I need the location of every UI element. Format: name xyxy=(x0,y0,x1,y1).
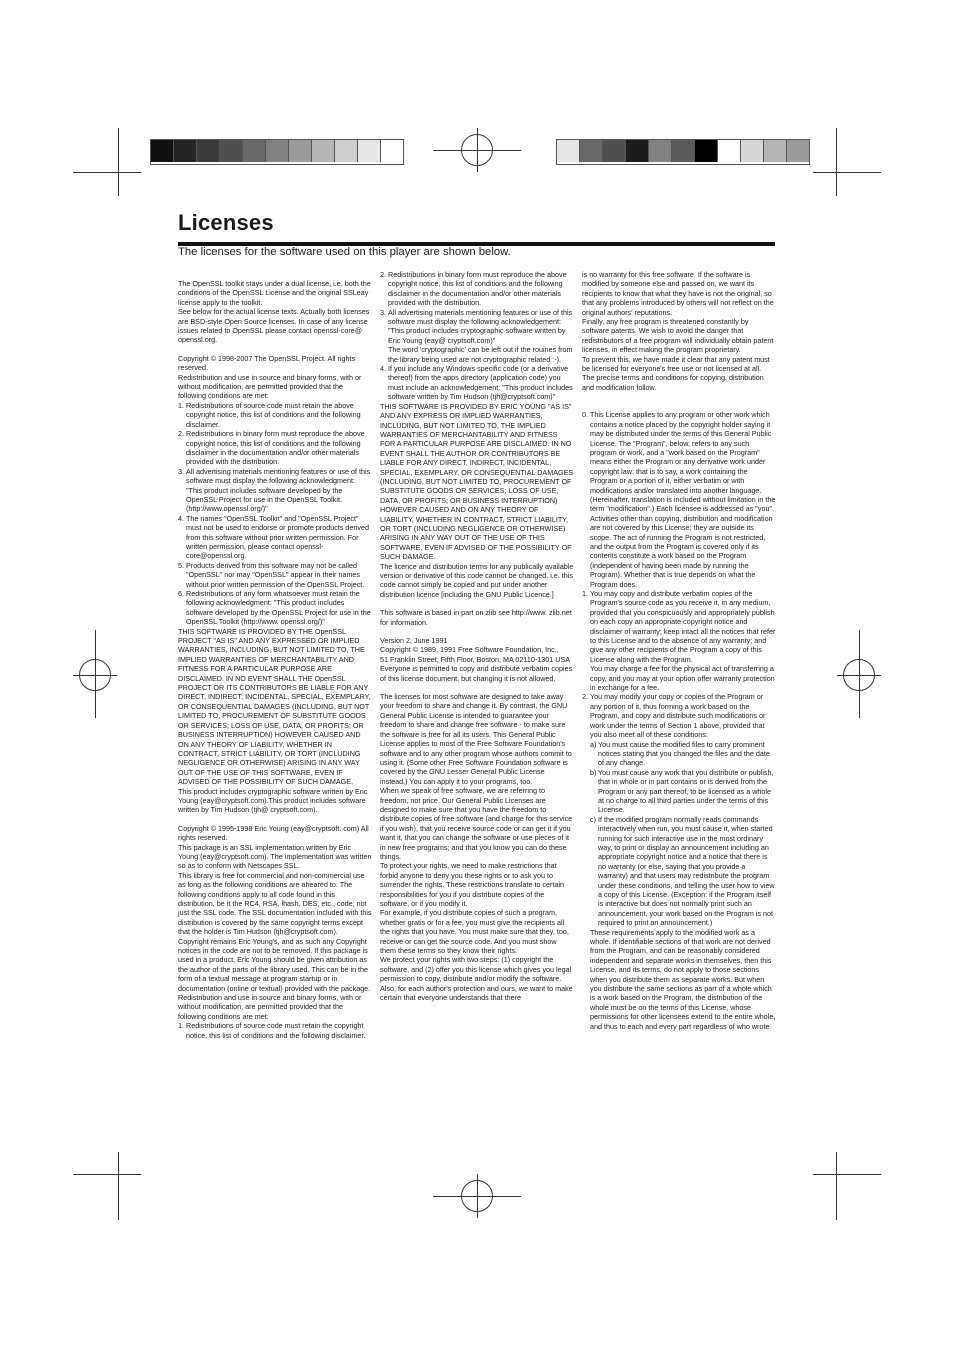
registration-mark xyxy=(79,659,111,691)
paragraph: The licenses for most software are designed to take away your freedom to share and change it. By contrast, the GNU General Public License is intended to guarantee your freedom to share and change free software - to make sure the software is free for all its users. This General Public License applies to most of the Free Software Foundation's software and to any other program whose authors commit to using it. (Some other Free Software Foundation software is covered by the GNU Lesser General Public License instead.) You can apply it to your programs, too. xyxy=(380,692,572,786)
paragraph: Version 2, June 1991 xyxy=(380,636,448,646)
paragraph: This product includes cryptographic software written by Eric Young (eay@cryptsoft.com).This product includes software written by Tim Hudson (tjh@ cryptsoft.com). xyxy=(178,786,368,815)
paragraph: Copyright remains Eric Young's, and as such any Copyright notices in the code are not to be removed. If this package is used in a product, Eric Young should be given attribution as the author of the parts of the library used. This can be in the form of a textual message at program startup or in documentation (online or textual) provided with the package. xyxy=(178,936,371,993)
list-item xyxy=(178,467,372,514)
sub-list-item xyxy=(582,740,776,768)
list-item xyxy=(380,270,574,308)
color-swatch xyxy=(174,140,197,162)
paragraph: is no warranty for this free software. If the software is modified by someone else and passed on, we want its recipients to know that what they have is not the original, so that any problems introduced by others will not reflect on the original authors' reputations. xyxy=(582,270,774,317)
list-item xyxy=(178,401,372,429)
paragraph: This library is free for commercial and non-commercial use as long as the following conditions are aheared to. The following conditions apply to all code found in this distribution, be it the RC4, RSA, lhash, DES, etc., code; not just the SSL code. The SSL documentation included with this distribution is covered by the same copyright terms except that the holder is Tim Hudson (tjh@cryptsoft.com). xyxy=(178,870,372,937)
list-text: You may copy and distribute verbatim copies of the Program's source code as you receive it, in any medium, provided that you conspicuously and appropriately publish on each copy an appropriate copyright notice and disclaimer of warranty; keep intact all the notices that refer to this License and to the absence of any warranty; and give any other recipients of the Program a copy of this License along with the Program. xyxy=(590,589,776,664)
list-text: All advertising materials mentioning features or use of this software must display the following acknowledgment: "This product includes software developed by the OpenSSL Project for use in the OpenSSL Toolkit. (http://www.openssl.org/)" xyxy=(186,466,371,514)
paragraph: We protect your rights with two steps: (1) copyright the software, and (2) offer you this license which gives you legal permission to copy, distribute and/or modify the software. xyxy=(380,955,572,984)
list-number xyxy=(582,514,590,589)
color-bar-right xyxy=(556,139,810,165)
color-swatch xyxy=(741,140,764,162)
list-item xyxy=(582,928,776,1031)
color-swatch xyxy=(243,140,266,162)
crop-mark xyxy=(813,1174,881,1175)
color-swatch xyxy=(557,140,580,162)
paragraph: Redistribution and use in source and binary forms, with or without modification, are permitted provided that the following conditions are met: xyxy=(178,993,362,1021)
color-swatch xyxy=(197,140,220,162)
registration-mark xyxy=(843,659,875,691)
crop-mark xyxy=(118,1152,119,1220)
sub-list-item xyxy=(582,768,776,815)
color-bar-left xyxy=(150,139,404,165)
list-text: Redistributions in binary form must reproduce the above copyright notice, this list of conditions and the following disclaimer in the documentation and/or other materials provided with the distribution. xyxy=(388,270,567,308)
paragraph-gap xyxy=(380,627,574,636)
paragraph-gap xyxy=(582,392,776,401)
list-number xyxy=(582,928,590,1031)
list-number: 1. xyxy=(178,400,184,410)
registration-mark xyxy=(461,1180,493,1212)
list-number: 5. xyxy=(178,560,184,570)
paragraph: To prevent this, we have made it clear that any patent must be licensed for everyone's free use or not licensed at all. xyxy=(582,354,770,374)
list-text: Activities other than copying, distribution and modification are not covered by this License; they are outside its scope. The act of running the Program is not restricted, and the output from the Program is covered only if its contents constitute a work based on the Program (independent of having been made by running the Program). Whether that is true depends on what the Program does. xyxy=(590,513,773,589)
list-number: 1. xyxy=(582,589,588,598)
paragraph: THIS SOFTWARE IS PROVIDED BY ERIC YOUNG "AS IS" AND ANY EXPRESS OR IMPLIED WARRANTIES, INCLUDING, BUT NOT LIMITED TO, THE IMPLIED WARRANTIES OF MERCHANTABILITY AND FITNESS FOR A PARTICULAR PURPOSE ARE DISCLAIMED. IN NO EVENT SHALL THE AUTHOR OR CONTRIBUTORS BE LIABLE FOR ANY DIRECT, INDIRECT, INCIDENTAL, SPECIAL, EXEMPLARY, OR CONSEQUENTIAL DAMAGES (INCLUDING, BUT NOT LIMITED TO, PROCUREMENT OF SUBSTITUTE GOODS OR SERVICES; LOSS OF USE, DATA, OR PROFITS; OR BUSINESS INTERRUPTION) HOWEVER CAUSED AND ON ANY THEORY OF LIABILITY, WHETHER IN CONTRACT, STRICT LIABILITY, OR TORT (INCLUDING NEGLIGENCE OR OTHERWISE) ARISING IN ANY WAY OUT OF THE USE OF THIS SOFTWARE, EVEN IF ADVISED OF THE POSSIBILITY OF SUCH DAMAGE. xyxy=(380,401,574,562)
paragraph: The licence and distribution terms for any publically available version or derivative of this code cannot be changed. i.e. this code cannot simply be copied and put under another distribution licence [including the GNU Public Licence.] xyxy=(380,561,574,599)
paragraph: THIS SOFTWARE IS PROVIDED BY THE OpenSSL PROJECT "AS IS" AND ANY EXPRESSED OR IMPLIED WARRANTIES, INCLUDING, BUT NOT LIMITED TO, THE IMPLIED WARRANTIES OF MERCHANTABILITY AND FITNESS FOR A PARTICULAR PURPOSE ARE DISCLAIMED. IN NO EVENT SHALL THE OpenSSL PROJECT OR ITS CONTRIBUTORS BE LIABLE FOR ANY DIRECT, INDIRECT, INCIDENTAL, SPECIAL, EXEMPLARY, OR CONSEQUENTIAL DAMAGES (INCLUDING, BUT NOT LIMITED TO, PROCUREMENT OF SUBSTITUTE GOODS OR SERVICES; LOSS OF USE, DATA, OR PROFITS; OR BUSINESS INTERRUPTION) HOWEVER CAUSED AND ON ANY THEORY OF LIABILITY, WHETHER IN CONTRACT, STRICT LIABILITY, OR TORT (INCLUDING NEGLIGENCE OR OTHERWISE) ARISING IN ANY WAY OUT OF THE USE OF THIS SOFTWARE, EVEN IF ADVISED OF THE POSSIBILITY OF SUCH DAMAGE. xyxy=(178,626,371,787)
page-title: Licenses xyxy=(178,210,274,235)
page-subtitle: The licenses for the software used on this player are shown below. xyxy=(178,246,511,258)
color-swatch xyxy=(358,140,381,162)
list-number: a) xyxy=(590,739,597,749)
list-number: 0. xyxy=(582,410,588,420)
color-swatch xyxy=(266,140,289,162)
color-swatch xyxy=(603,140,626,162)
list-number: c) xyxy=(590,814,596,824)
crop-mark xyxy=(836,1152,837,1220)
license-column-2 xyxy=(380,270,574,1002)
color-swatch xyxy=(335,140,358,162)
paragraph: Finally, any free program is threatened constantly by software patents. We wish to avoid the danger that redistributors of a free program will individually obtain patent licenses, in effect making the program proprietary. xyxy=(582,317,774,355)
paragraph: Copyright © 1998-2007 The OpenSSL Project. All rights reserved. xyxy=(178,353,356,373)
list-number: 2. xyxy=(582,692,588,702)
list-number: b) xyxy=(590,767,597,777)
list-text: You must cause any work that you distribute or publish, that in whole or in part contains or is derived from the Program or any part thereof, to be licensed as a whole at no charge to all third parties under the terms of this License. xyxy=(598,767,774,815)
license-column-3 xyxy=(582,270,776,1031)
list-item xyxy=(380,308,574,346)
color-swatch xyxy=(718,140,741,162)
paragraph: This package is an SSL implementation written by Eric Young (eay@cryptsoft.com). The implementation was written so as to conform with Netscapes SSL. xyxy=(178,842,372,871)
paragraph: Copyright © 1989, 1991 Free Software Foundation, Inc., xyxy=(380,645,559,655)
list-number: 6. xyxy=(178,589,184,598)
color-swatch xyxy=(289,140,312,162)
list-item xyxy=(178,589,372,627)
list-number: 2. xyxy=(178,429,184,439)
list-item xyxy=(178,514,372,561)
paragraph: See below for the actual license texts. Actually both licenses are BSD-style Open Source licenses. In case of any license issues related to OpenSSL please contact openssl-core@ openssl.org. xyxy=(178,307,370,345)
paragraph-gap xyxy=(178,345,372,354)
color-swatch xyxy=(764,140,787,162)
color-swatch xyxy=(672,140,695,162)
list-item xyxy=(178,561,372,589)
list-number: 4. xyxy=(380,364,386,374)
paragraph-gap xyxy=(582,401,776,410)
list-text: This License applies to any program or other work which contains a notice placed by the copyright holder saying it may be distributed under the terms of this General Public License. The "Program", below, refers to any such program or work, and a "work based on the Program" means either the Program or any derivative work under copyright law: that is to say, a work containing the Program or a portion of it, either verbatim or with modifications and/or translated into another language.(Hereinafter, translation is included without limitation in the term "modification".) Each licensee is addressed as "you". xyxy=(590,410,776,514)
list-text: You must cause the modified files to carry prominent notices stating that you changed the files and the date of any change. xyxy=(598,739,770,768)
list-number xyxy=(380,345,388,364)
list-text: These requirements apply to the modified work as a whole. If identifiable sections of that work are not derived from the Program, and can be reasonably considered independent and separate works in themselves, then this License, and its terms, do not apply to those sections when you distribute them as separate works. But when you distribute the same sections as part of a whole which is a work based on the Program, the distribution of the whole must be on the terms of this License, whose permissions for other licensees extend to the entire whole, and thus to each and every part regardless of who wrote xyxy=(590,927,776,1031)
color-swatch xyxy=(649,140,672,162)
list-text: All advertising materials mentioning features or use of this software must display the following acknowledgement: "This product includes cryptographic software written by Eric Young (eay@ cryptsoft.com)" xyxy=(388,307,573,345)
paragraph: The OpenSSL toolkit stays under a dual license, i.e. both the conditions of the OpenSSL License and the original SSLeay license apply to the toolkit. xyxy=(178,279,371,307)
list-item xyxy=(582,664,776,692)
color-swatch xyxy=(626,140,649,162)
list-text: You may modify your copy or copies of the Program or any portion of it, thus forming a work based on the Program, and copy and distribute such modifications or work under the terms of Section 1 above, provided that you also meet all of these conditions: xyxy=(590,692,766,740)
list-text: Redistributions of source code must retain the above copyright notice, this list of conditions and the following disclaimer. xyxy=(186,400,361,429)
crop-mark xyxy=(813,172,881,173)
color-swatch xyxy=(220,140,243,162)
list-text: If you include any Windows specific code (or a derivative thereof) from the apps directory (application code) you must include an acknowledgement: "This product includes software written by Tim Hudson (tjh@cryptsoft.com)" xyxy=(388,364,573,402)
crop-mark xyxy=(118,128,119,196)
crop-mark xyxy=(73,1174,141,1175)
list-text: Redistributions of source code must retain the copyright notice, this list of conditions and the following disclaimer. xyxy=(186,1021,366,1040)
paragraph: Also, for each author's protection and ours, we want to make certain that everyone understands that there xyxy=(380,983,573,1003)
color-swatch xyxy=(312,140,335,162)
crop-mark xyxy=(836,128,837,196)
paragraph: To protect your rights, we need to make restrictions that forbid anyone to deny you these rights or to ask you to surrender the rights. These restrictions translate to certain responsibilities for you if you distribute copies of the software, or if you modify it. xyxy=(380,861,565,908)
list-item xyxy=(582,514,776,589)
paragraph-gap xyxy=(380,599,574,608)
list-number: 4. xyxy=(178,513,184,523)
crop-mark xyxy=(73,172,141,173)
list-number: 3. xyxy=(178,466,184,476)
list-text: Products derived from this software may not be called "OpenSSL" nor may "OpenSSL" appear in their names without prior written permission of the OpenSSL Project. xyxy=(186,560,365,589)
color-swatch xyxy=(580,140,603,162)
sub-list-item xyxy=(582,815,776,928)
paragraph: Everyone is permitted to copy and distribute verbatim copies of this license document, but changing it is not allowed. xyxy=(380,664,573,683)
list-text: If the modified program normally reads commands interactively when run, you must cause it, when started running for such interactive use in the most ordinary way, to print or display an announcement including an appropriate copyright notice and a notice that there is no warranty (or else, saying that you provide a warranty) and that users may redistribute the program under these conditions, and telling the user how to view a copy of this License. (Exception: if the Program itself is interactive but does not normally print such an announcement, your work based on the Program is not required to print an announcement.) xyxy=(598,814,775,928)
list-text: Redistributions of any form whatsoever must retain the following acknowledgment: "This product includes software developed by the OpenSSL Project for use in the OpenSSL Toolkit (http://www. openssl.org/)" xyxy=(186,589,371,627)
list-text: You may charge a fee for the physical act of transferring a copy, and you may at your option offer warranty protection in exchange for a fee. xyxy=(590,664,775,693)
list-item xyxy=(178,429,372,467)
paragraph-gap xyxy=(178,815,372,824)
paragraph: Copyright © 1995-1998 Eric Young (eay@cryptsoft. com) All rights reserved. xyxy=(178,823,369,843)
list-number: 1. xyxy=(178,1021,184,1031)
color-swatch xyxy=(787,140,809,162)
color-swatch xyxy=(151,140,174,162)
list-item xyxy=(582,692,776,739)
list-item xyxy=(178,1021,372,1040)
paragraph-gap xyxy=(380,683,574,692)
color-swatch xyxy=(695,140,718,162)
paragraph: This software is based in part on zlib see http://www. zlib.net for information. xyxy=(380,608,572,627)
list-text: The names "OpenSSL Toolkit" and "OpenSSL Project" must not be used to endorse or promote products derived from this software without prior written permission. For written permission, please contact openssl-core@openssl.org. xyxy=(186,513,369,561)
list-item xyxy=(380,364,574,402)
paragraph: When we speak of free software, we are referring to freedom, not price. Our General Public Licenses are designed to make sure that you have the freedom to distribute copies of free software (and charge for this service if you wish), that you receive source code or can get it if you want it, that you can change the software or use pieces of it in new free programs; and that you know you can do these things. xyxy=(380,786,573,861)
registration-mark xyxy=(461,134,493,166)
color-swatch xyxy=(381,140,403,162)
list-item xyxy=(582,589,776,664)
paragraph: For example, if you distribute copies of such a program, whether gratis or for a fee, you must give the recipients all the rights that you have. You must make sure that they, too, receive or can get the source code. And you must show them these terms so they know their rights. xyxy=(380,908,569,956)
list-item xyxy=(582,410,776,513)
list-number: 3. xyxy=(380,307,386,317)
paragraph: 51 Franklin Street, Fifth Floor, Boston, MA 02110-1301 USA xyxy=(380,654,571,664)
license-column-1 xyxy=(178,279,372,1040)
list-text: Redistributions in binary form must reproduce the above copyright notice, this list of conditions and the following disclaimer in the documentation and/or other materials provided with the distribution. xyxy=(186,429,365,467)
list-number: 2. xyxy=(380,270,386,279)
list-number xyxy=(582,664,590,692)
list-text: The word 'cryptographic' can be left out if the rouines from the library being used are not cryptographic related :-). xyxy=(388,345,573,364)
paragraph: The precise terms and conditions for copying, distribution and modification follow. xyxy=(582,373,764,392)
paragraph: Redistribution and use in source and binary forms, with or without modification, are permitted provided that the following conditions are met: xyxy=(178,372,362,401)
list-item xyxy=(380,345,574,364)
